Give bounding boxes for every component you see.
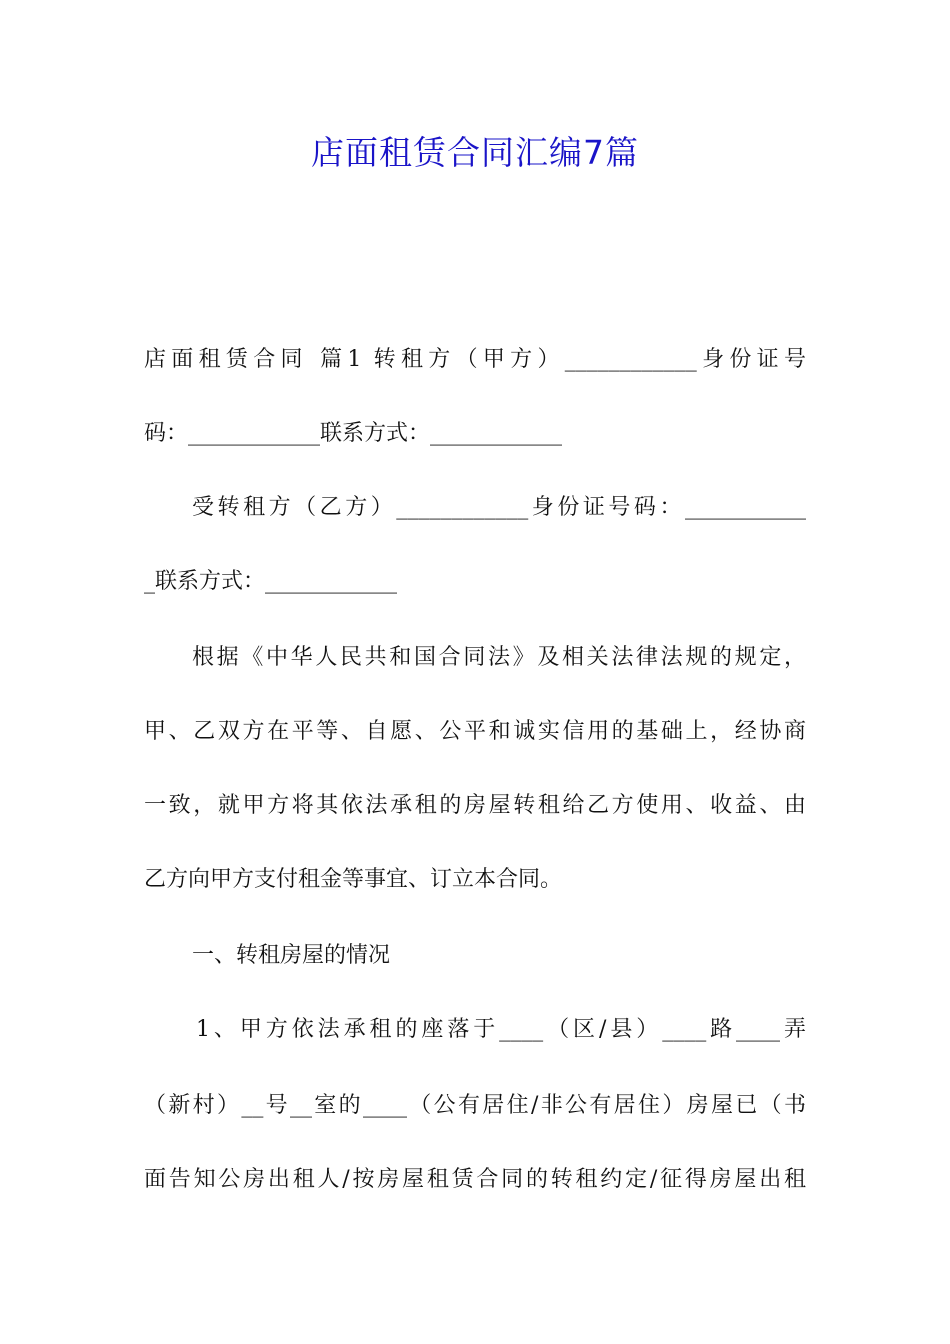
text-line-11: （新村）__号__室的____（公有居住/非公有居住）房屋已（书 bbox=[144, 1093, 806, 1118]
text-line-12: 面告知公房出租人/按房屋租赁合同的转租约定/征得房屋出租 bbox=[144, 1167, 806, 1192]
text-line-6: 甲、乙双方在平等、自愿、公平和诚实信用的基础上，经协商 bbox=[144, 719, 806, 744]
text-line-8: 乙方向甲方支付租金等事宜、订立本合同。 bbox=[144, 867, 563, 892]
text-line-1: 店面租赁合同 篇1 转租方（甲方）____________身份证号 bbox=[144, 347, 806, 372]
text-line-10: 1、甲方依法承租的座落于____（区/县）____路____弄 bbox=[196, 1017, 806, 1042]
text-line-5: 根据《中华人民共和国合同法》及相关法律法规的规定， bbox=[192, 645, 806, 670]
document-title: 店面租赁合同汇编7篇 bbox=[311, 133, 639, 172]
text-line-3: 受转租方（乙方）____________身份证号码：___________ bbox=[192, 495, 806, 520]
text-line-2: 码：____________联系方式：____________ bbox=[144, 421, 563, 446]
section-heading-1: 一、转租房屋的情况 bbox=[192, 943, 391, 968]
text-line-7: 一致，就甲方将其依法承租的房屋转租给乙方使用、收益、由 bbox=[144, 793, 806, 818]
text-line-4: _联系方式：____________ bbox=[144, 569, 398, 594]
